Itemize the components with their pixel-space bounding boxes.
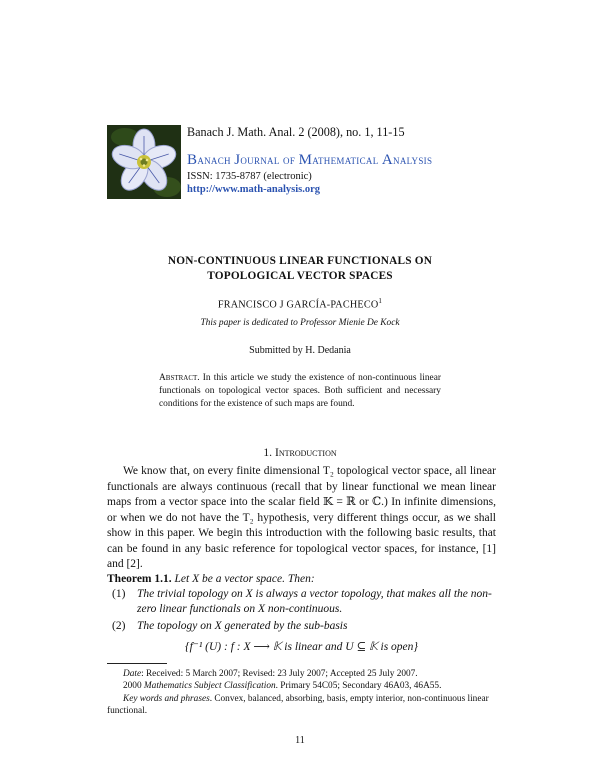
section-heading xyxy=(0,446,600,459)
title-line-2: TOPOLOGICAL VECTOR SPACES xyxy=(207,270,393,282)
abstract-text: In this article we study the existence of non-continuous linear functionals on topological vector spaces. Both sufficient and necessary conditions for the existence of such maps are found. xyxy=(159,373,441,409)
author xyxy=(0,297,600,310)
journal-url-link[interactable]: http://www.math-analysis.org xyxy=(187,184,321,195)
sub-basis-formula: {f⁻¹ (U) : f : X ⟶ 𝕂 is linear and U ⊆ 𝕂 is open} xyxy=(184,641,419,653)
dedication: This paper is dedicated to Professor Mienie De Kock xyxy=(200,318,400,328)
abstract-label: Abstract. xyxy=(159,373,200,383)
theorem-text: Let X be a vector space. Then: xyxy=(174,573,315,585)
footnote-msc: 2000 Mathematics Subject Classification. Primary 54C05; Secondary 46A03, 46A55. xyxy=(123,681,442,692)
author-name: FRANCISCO J GARCÍA-PACHECO xyxy=(217,299,379,311)
theorem-label: Theorem 1.1. xyxy=(107,573,172,585)
title-line-1: NON-CONTINUOUS LINEAR FUNCTIONALS ON xyxy=(167,255,433,267)
footnote-keywords: Key words and phrases. Convex, balanced, absorbing, basis, empty interior, non-continuous linear functional. xyxy=(107,693,489,716)
author-footnote-mark: 1 xyxy=(378,297,383,305)
flower-logo-image xyxy=(107,125,181,199)
footnote-date: Date: Received: 5 March 2007; Revised: 23 July 2007; Accepted 25 July 2007. xyxy=(123,669,418,679)
section-number: 1. xyxy=(263,446,273,459)
theorem-statement xyxy=(107,572,496,587)
journal-citation: Banach J. Math. Anal. 2 (2008), no. 1, 11-15 xyxy=(187,125,405,139)
submitted-by: Submitted by H. Dedania xyxy=(249,345,351,356)
page-number: 11 xyxy=(295,735,305,746)
abstract xyxy=(159,372,441,410)
theorem-block: Theorem 1.1. Let X be a vector space. Then: (1) The trivial topology on X is always a vector topology, that makes all the non-zero linear functionals on X non-continuous. (2) The topology on X generated by the sub-basis xyxy=(107,572,496,587)
journal-name: Banach Journal of Mathematical Analysis xyxy=(187,152,433,168)
paper-title xyxy=(0,254,600,284)
section-title: Introduction xyxy=(274,446,337,459)
journal-logo xyxy=(107,125,181,199)
footnotes xyxy=(107,668,496,717)
footnote-rule xyxy=(107,663,167,664)
issn: ISSN: 1735-8787 (electronic) xyxy=(187,171,312,182)
intro-paragraph: We know that, on every finite dimensional T₂ topological vector space, all linear functionals are always continuous (recall that by linear functional we mean linear maps from a vector space into the scalar field 𝕂 = ℝ or ℂ.) In infinite dimensions, or when we do not have the T₂ hypothesis, very different things occur, as we shall show in this paper. We begin this introduction with the following basic results, that can be found in any basic reference for topological vector spaces, for instance, [1] and [2]. xyxy=(107,465,496,570)
